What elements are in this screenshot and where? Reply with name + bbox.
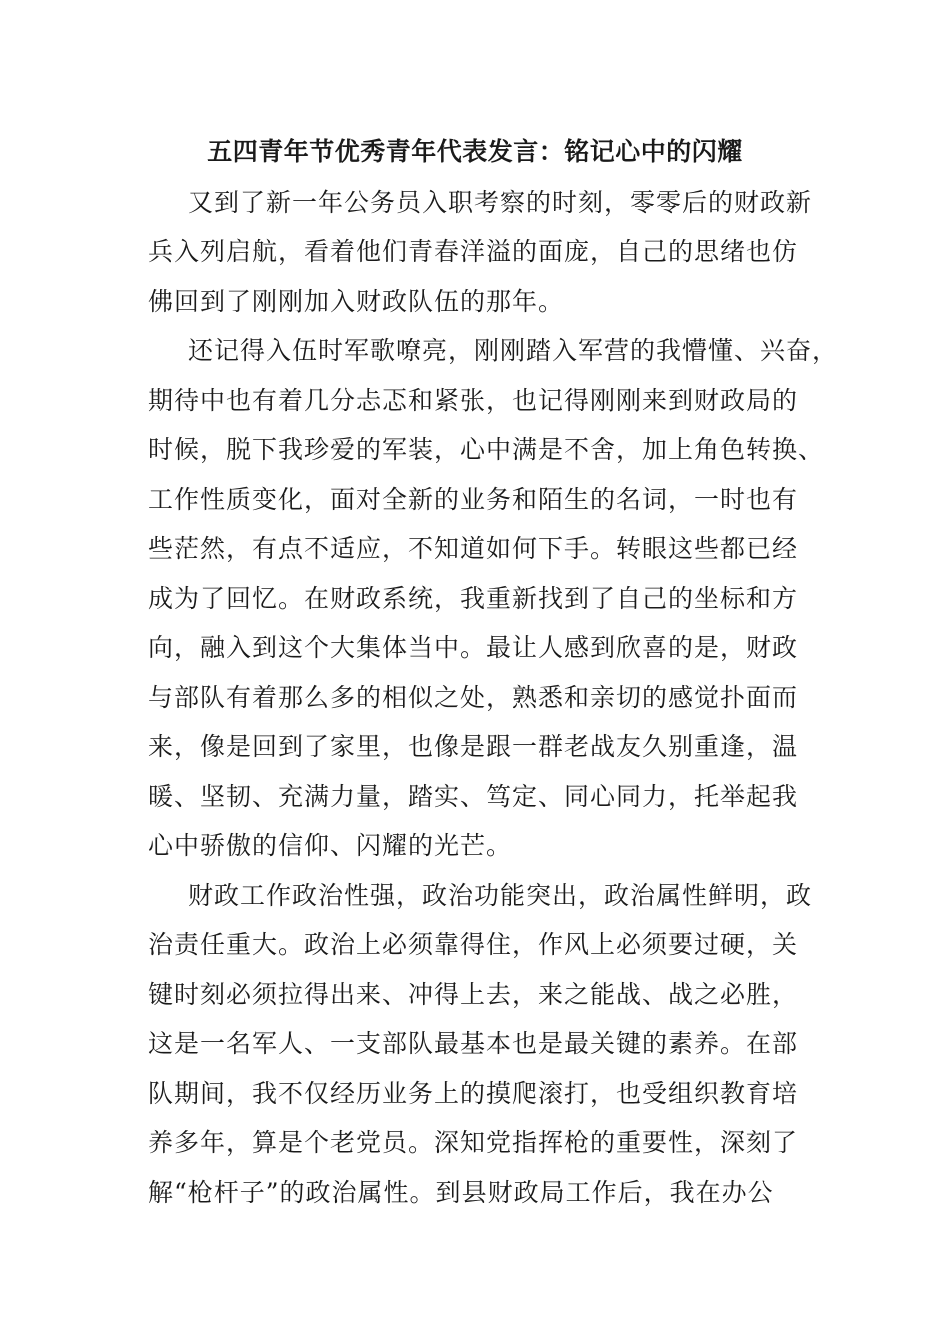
document-title: 五四青年节优秀青年代表发言：铭记心中的闪耀 [207, 137, 743, 166]
paragraph-line: 还记得入伍时军歌嘹亮，刚刚踏入军营的我懵懂、兴奋， [188, 336, 839, 365]
paragraph-line: 治责任重大。政治上必须靠得住，作风上必须要过硬，关 [148, 930, 799, 959]
paragraph-line: 工作性质变化，面对全新的业务和陌生的名词，一时也有 [148, 485, 799, 514]
paragraph-line: 与部队有着那么多的相似之处，熟悉和亲切的感觉扑面而 [148, 683, 799, 712]
paragraph-line: 心中骄傲的信仰、闪耀的光芒。 [148, 831, 513, 860]
paragraph-line: 财政工作政治性强，政治功能突出，政治属性鲜明，政 [188, 881, 813, 910]
paragraph-line: 成为了回忆。在财政系统，我重新找到了自己的坐标和方 [148, 584, 799, 613]
paragraph-line: 队期间，我不仅经历业务上的摸爬滚打，也受组织教育培 [148, 1079, 799, 1108]
paragraph-line: 来，像是回到了家里，也像是跟一群老战友久别重逢，温 [148, 732, 799, 761]
paragraph-line: 向，融入到这个大集体当中。最让人感到欣喜的是，财政 [148, 633, 799, 662]
paragraph-line: 兵入列启航，看着他们青春洋溢的面庞，自己的思绪也仿 [148, 237, 799, 266]
paragraph-line: 又到了新一年公务员入职考察的时刻，零零后的财政新 [188, 188, 813, 217]
paragraph-line: 这是一名军人、一支部队最基本也是最关键的素养。在部 [148, 1029, 799, 1058]
paragraph-line: 解“枪杆子”的政治属性。到县财政局工作后，我在办公 [148, 1178, 774, 1207]
paragraph-line: 键时刻必须拉得出来、冲得上去，来之能战、战之必胜， [148, 980, 799, 1009]
paragraph-line: 暖、坚韧、充满力量，踏实、笃定、同心同力，托举起我 [148, 782, 799, 811]
paragraph-line: 佛回到了刚刚加入财政队伍的那年。 [148, 287, 565, 316]
paragraph-line: 些茫然，有点不适应，不知道如何下手。转眼这些都已经 [148, 534, 799, 563]
paragraph-line: 期待中也有着几分忐忑和紧张，也记得刚刚来到财政局的 [148, 386, 799, 415]
paragraph-line: 时候，脱下我珍爱的军装，心中满是不舍，加上角色转换、 [148, 435, 825, 464]
paragraph-line: 养多年，算是个老党员。深知党指挥枪的重要性，深刻了 [148, 1128, 799, 1157]
